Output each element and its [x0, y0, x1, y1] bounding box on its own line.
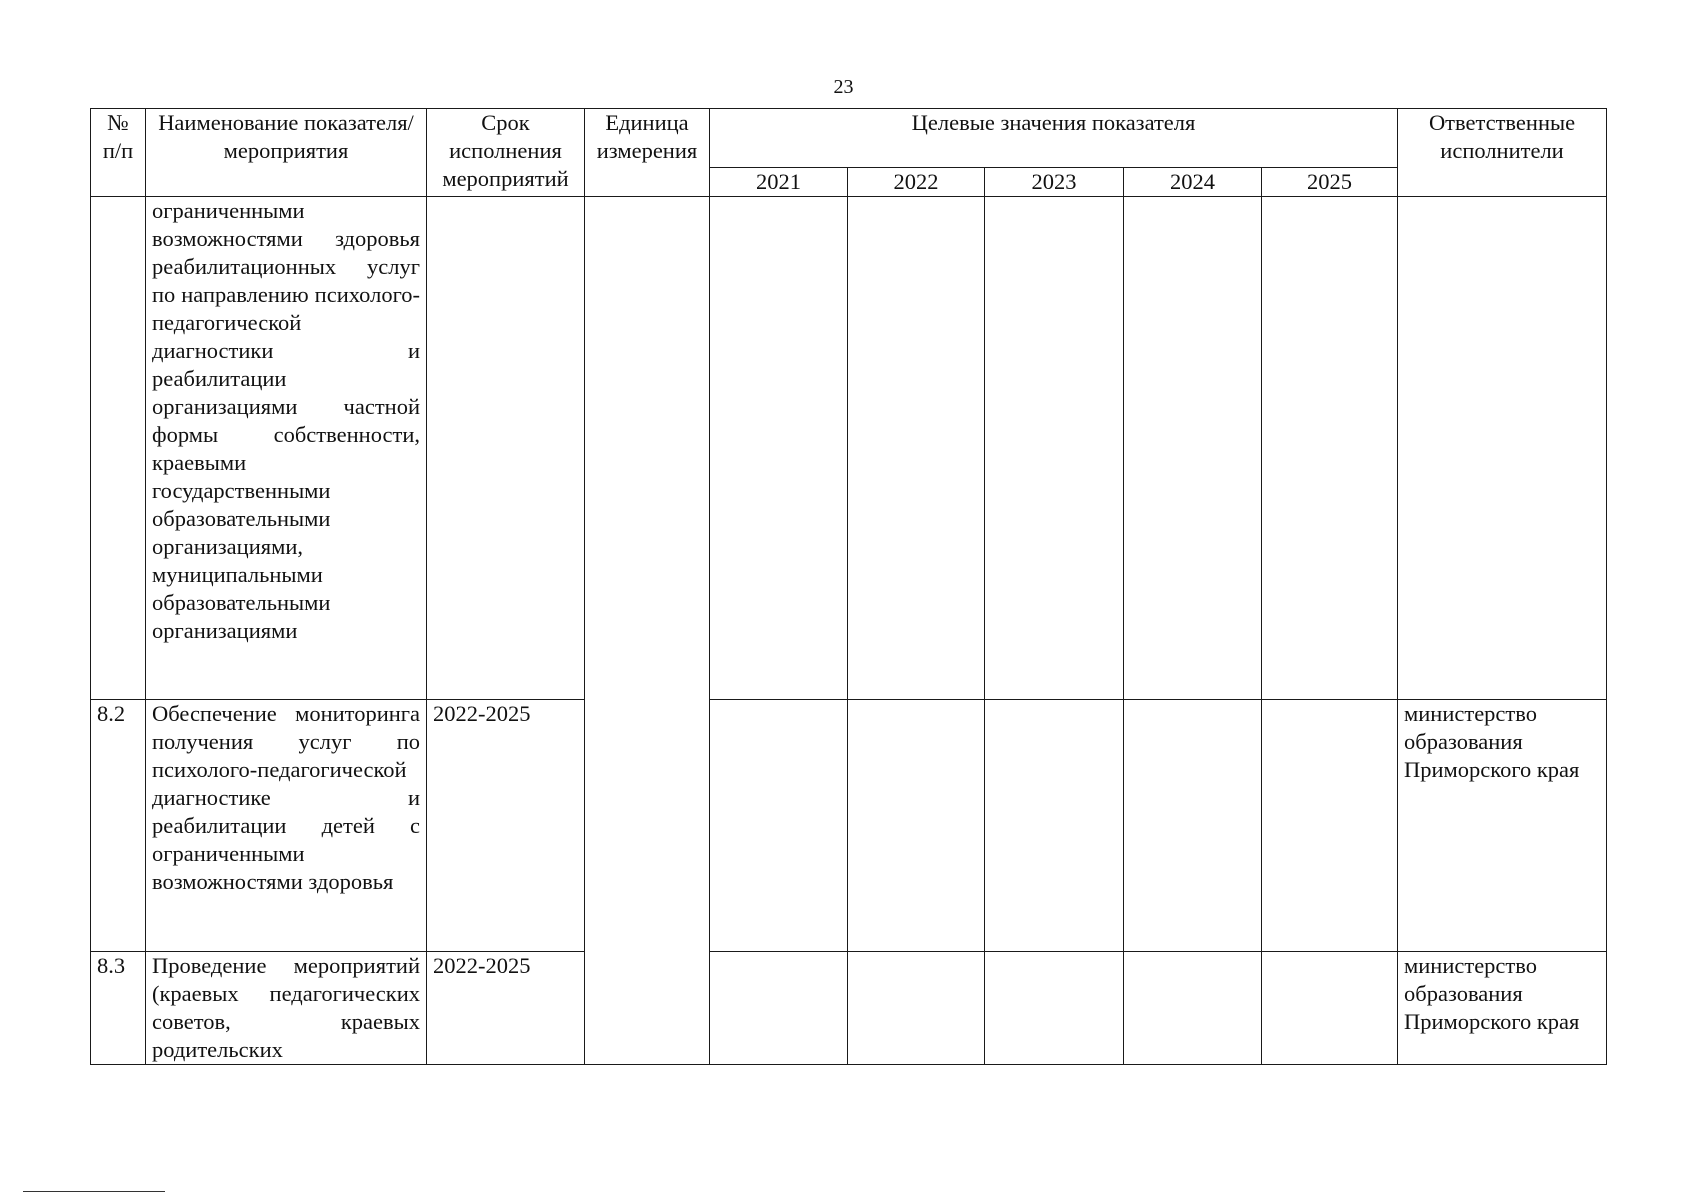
- row-value-2022: [848, 952, 985, 1065]
- header-row: [91, 109, 1607, 168]
- table-row: [91, 197, 1607, 700]
- row-term: 2022-2025: [427, 952, 585, 1065]
- row-num: 8.3: [91, 952, 146, 1065]
- header-year-2025: 2025: [1262, 168, 1398, 197]
- row-num: 8.2: [91, 700, 146, 952]
- row-responsible: министерство образования Приморского края: [1398, 700, 1607, 952]
- row-name: Проведение мероприятий (краевых педагогических советов, краевых родительских: [146, 952, 427, 1065]
- row-value-2021: [710, 952, 848, 1065]
- header-year-2021: 2021: [710, 168, 848, 197]
- header-name: Наименование показателя/мероприятия: [146, 109, 427, 197]
- header-year-2022: 2022: [848, 168, 985, 197]
- row-value-2021: [710, 197, 848, 700]
- row-value-2023: [985, 700, 1124, 952]
- header-responsible: Ответственные исполнители: [1398, 109, 1607, 197]
- table-row: [91, 952, 1607, 1065]
- row-term: [427, 197, 585, 700]
- row-num: [91, 197, 146, 700]
- page-number: 23: [833, 76, 854, 98]
- row-term: 2022-2025: [427, 700, 585, 952]
- row-value-2023: [985, 952, 1124, 1065]
- row-value-2025: [1262, 952, 1398, 1065]
- row-name: Обеспечение мониторинга получения услуг по психолого-педагогической диагностике и реабилитации детей с ограниченными возможностями здоровья: [146, 700, 427, 952]
- header-target-values: Целевые значения показателя: [710, 109, 1398, 168]
- row-value-2022: [848, 700, 985, 952]
- header-year-2024: 2024: [1124, 168, 1262, 197]
- row-value-2023: [985, 197, 1124, 700]
- row-name: ограниченными возможностями здоровья реабилитационных услуг по направлению психолого-педагогической диагностики и реабилитации организациями частной формы собственности, краевыми государственными образовательными организациями, муниципальными образовательными организациями: [146, 197, 427, 700]
- row-value-2024: [1124, 952, 1262, 1065]
- table-row: [91, 700, 1607, 952]
- header-num: № п/п: [91, 109, 146, 197]
- row-responsible: министерство образования Приморского края: [1398, 952, 1607, 1065]
- row-unit: [585, 197, 710, 1065]
- footnote-separator: [23, 1191, 165, 1192]
- header-unit: Единица измерения: [585, 109, 710, 197]
- row-value-2024: [1124, 700, 1262, 952]
- row-value-2021: [710, 700, 848, 952]
- indicators-table: [90, 108, 1607, 1065]
- row-value-2022: [848, 197, 985, 700]
- header-term: Срок исполнения мероприятий: [427, 109, 585, 197]
- row-value-2025: [1262, 197, 1398, 700]
- row-responsible: [1398, 197, 1607, 700]
- header-year-2023: 2023: [985, 168, 1124, 197]
- row-value-2025: [1262, 700, 1398, 952]
- row-value-2024: [1124, 197, 1262, 700]
